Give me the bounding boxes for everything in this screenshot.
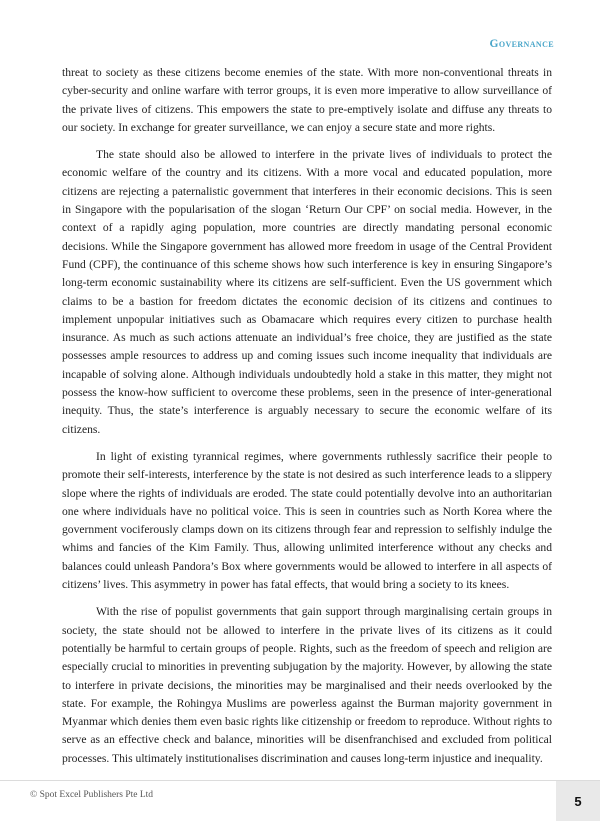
running-header: Governance: [489, 38, 554, 50]
page-number-tab: [556, 781, 600, 821]
footer-divider: [0, 780, 600, 781]
paragraph-continued: threat to society as these citizens become enemies of the state. With more non-conventional threats in cyber-security and online warfare with terror groups, it is even more imperative to allow surveillance of the private lives of citizens. This empowers the state to pre-emptively isolate and diffuse any threats to our society. In exchange for greater surveillance, we can enjoy a secure state and more rights.: [62, 66, 552, 134]
paragraph-tyrannical-regimes: In light of existing tyrannical regimes, where governments ruthlessly sacrifice their people to promote their self-interests, interference by the state is not desired as such interference leads to a slippery slope where the rights of individuals are eroded. The state could potentially devolve into an authoritarian one where individuals have no political voice. This is seen in countries such as North Korea where the government vociferously clamps down on its citizens through fear and repression to selfishly indulge the whims and fancies of the Kim Family. Thus, allowing unlimited interference without any checks and balances could unleash Pandora’s Box where governments would be allowed to interfere in all aspects of citizens’ lives. This asymmetry in power has fatal effects, that would bring a society to its knees.: [62, 449, 552, 592]
paragraph-economic-welfare: The state should also be allowed to interfere in the private lives of individuals to protect the economic welfare of the country and its citizens. With a more vocal and educated population, more citizens are rejecting a paternalistic government that interferes in their economic decisions. This is seen in Singapore with the popularisation of the slogan ‘Return Our CPF’ on social media. However, in the context of a rapidly aging population, more countries are directly mandating personal economic decisions. While the Singapore government has allowed more freedom in usage of the Central Provident Fund (CPF), the continuance of this scheme shows how such interference is key in ensuring Singapore’s long-term economic sustainability where its citizens are self-sufficient. Even the US government which claims to be a bastion for freedom dictates the economic decision of its citizens and continues to implement unpopular initiatives such as Obamacare which requires every citizen to purchase health insurance. As much as such actions attenuate an individual’s free choice, they are justified as the state possesses ample resources to address up and coming issues such income inequality that individuals are incapable of solving alone. Although individuals undoubtedly hold a stake in this matter, they might not possess the know-how sufficient to overcome these problems, seen in the presence of inter-generational inequity. Thus, the state’s interference is arguably necessary to secure the economic welfare of its citizens.: [62, 148, 552, 436]
copyright-notice: © Spot Excel Publishers Pte Ltd: [30, 790, 154, 800]
page-number: 5: [574, 793, 582, 809]
body-text: [62, 64, 552, 777]
paragraph-populist-governments: With the rise of populist governments that gain support through marginalising certain groups in society, the state should not be allowed to interfere in the private lives of its citizens as it could potentially be harmful to certain groups of people. Rights, such as the freedom of speech and religion are especially crucial to minorities in preventing subjugation by the majority. However, by allowing the state to interfere in private decisions, the minorities may be marginalised and their needs overlooked by the state. For example, the Rohingya Muslims are powerless against the Burman majority government in Myanmar which denies them even basic rights like citizenship or freedom to reproduce. Without rights to serve as an effective check and balance, minorities will be disenfranchised and excluded from political processes. This ultimately institutionalises discrimination and causes long-term injustice and inequality.: [62, 605, 552, 765]
